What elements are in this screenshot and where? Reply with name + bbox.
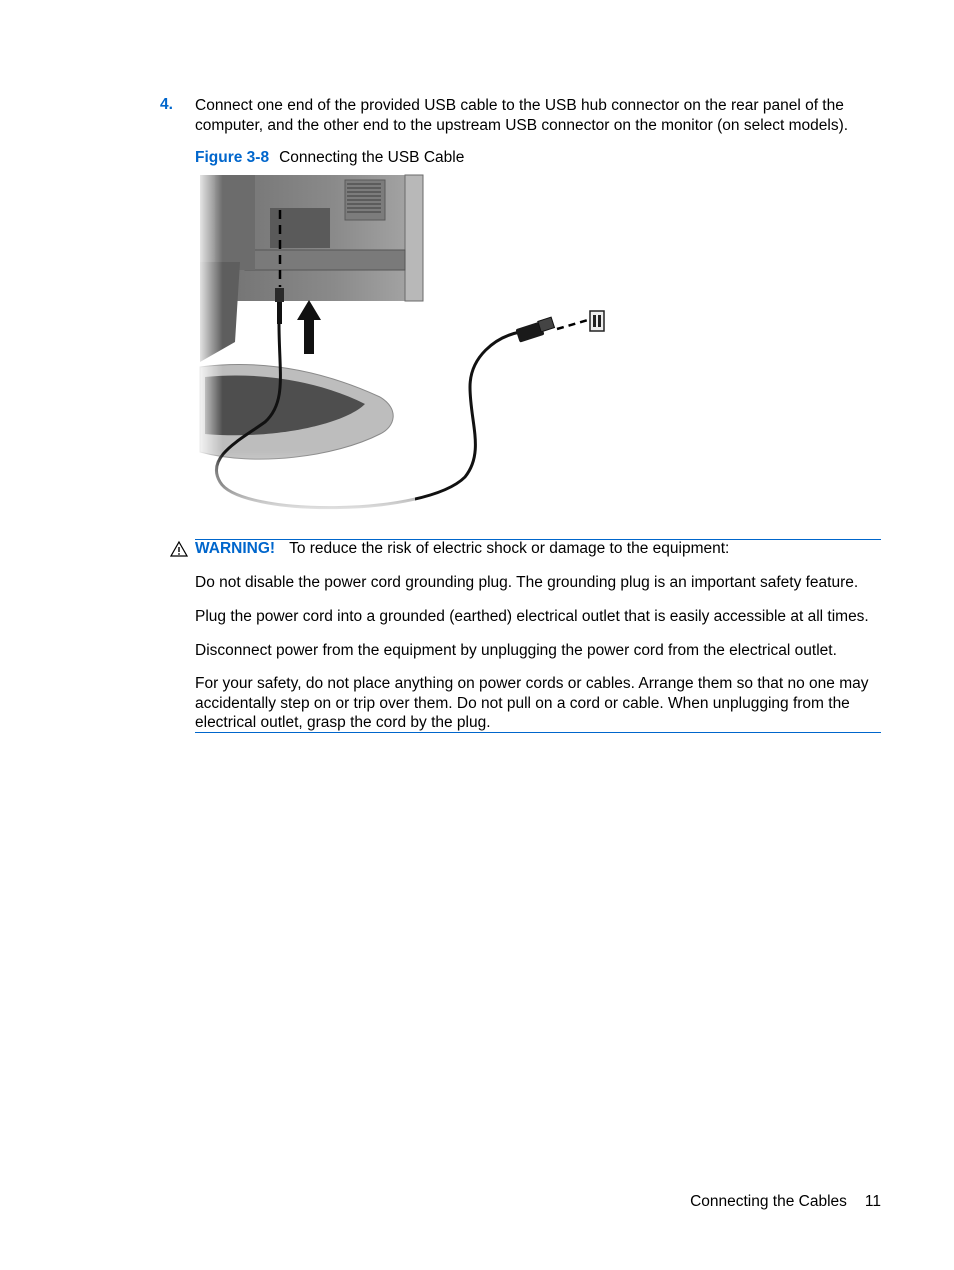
warning-paragraph: Do not disable the power cord grounding plug. The grounding plug is an important safety feature. (195, 574, 859, 591)
step-text: Connect one end of the provided USB cable to the USB hub connector on the rear panel of the computer, and the other end to the upstream USB connector on the monitor (on select models). (195, 97, 849, 134)
warning-bottom-rule (195, 732, 881, 733)
warning-paragraph: For your safety, do not place anything on power cords or cables. Arrange them so that no one may accidentally step on or trip over them. Do not pull on a cord or cable. When unplugging from the electrical outlet, grasp the cord by the plug. (195, 675, 869, 731)
warning-paragraph: Disconnect power from the equipment by unplugging the power cord from the electrical outlet. (195, 642, 837, 659)
figure-title: Connecting the USB Cable (279, 149, 465, 166)
warning-intro: To reduce the risk of electric shock or damage to the equipment: (289, 540, 730, 557)
figure-caption (195, 149, 464, 167)
usb-port (590, 311, 604, 331)
figure-label: Figure 3-8 (195, 149, 270, 166)
warning-paragraph: Plug the power cord into a grounded (earthed) electrical outlet that is easily accessible at all times. (195, 608, 869, 625)
warning-label: WARNING! (195, 540, 276, 557)
page-number: 11 (864, 1193, 881, 1210)
warning-heading (195, 540, 729, 558)
usb-cable-illustration (195, 172, 615, 517)
footer-section-title: Connecting the Cables (690, 1193, 847, 1210)
warning-triangle-icon (170, 540, 188, 558)
page-footer (690, 1193, 881, 1211)
step-number: 4. (160, 96, 173, 113)
